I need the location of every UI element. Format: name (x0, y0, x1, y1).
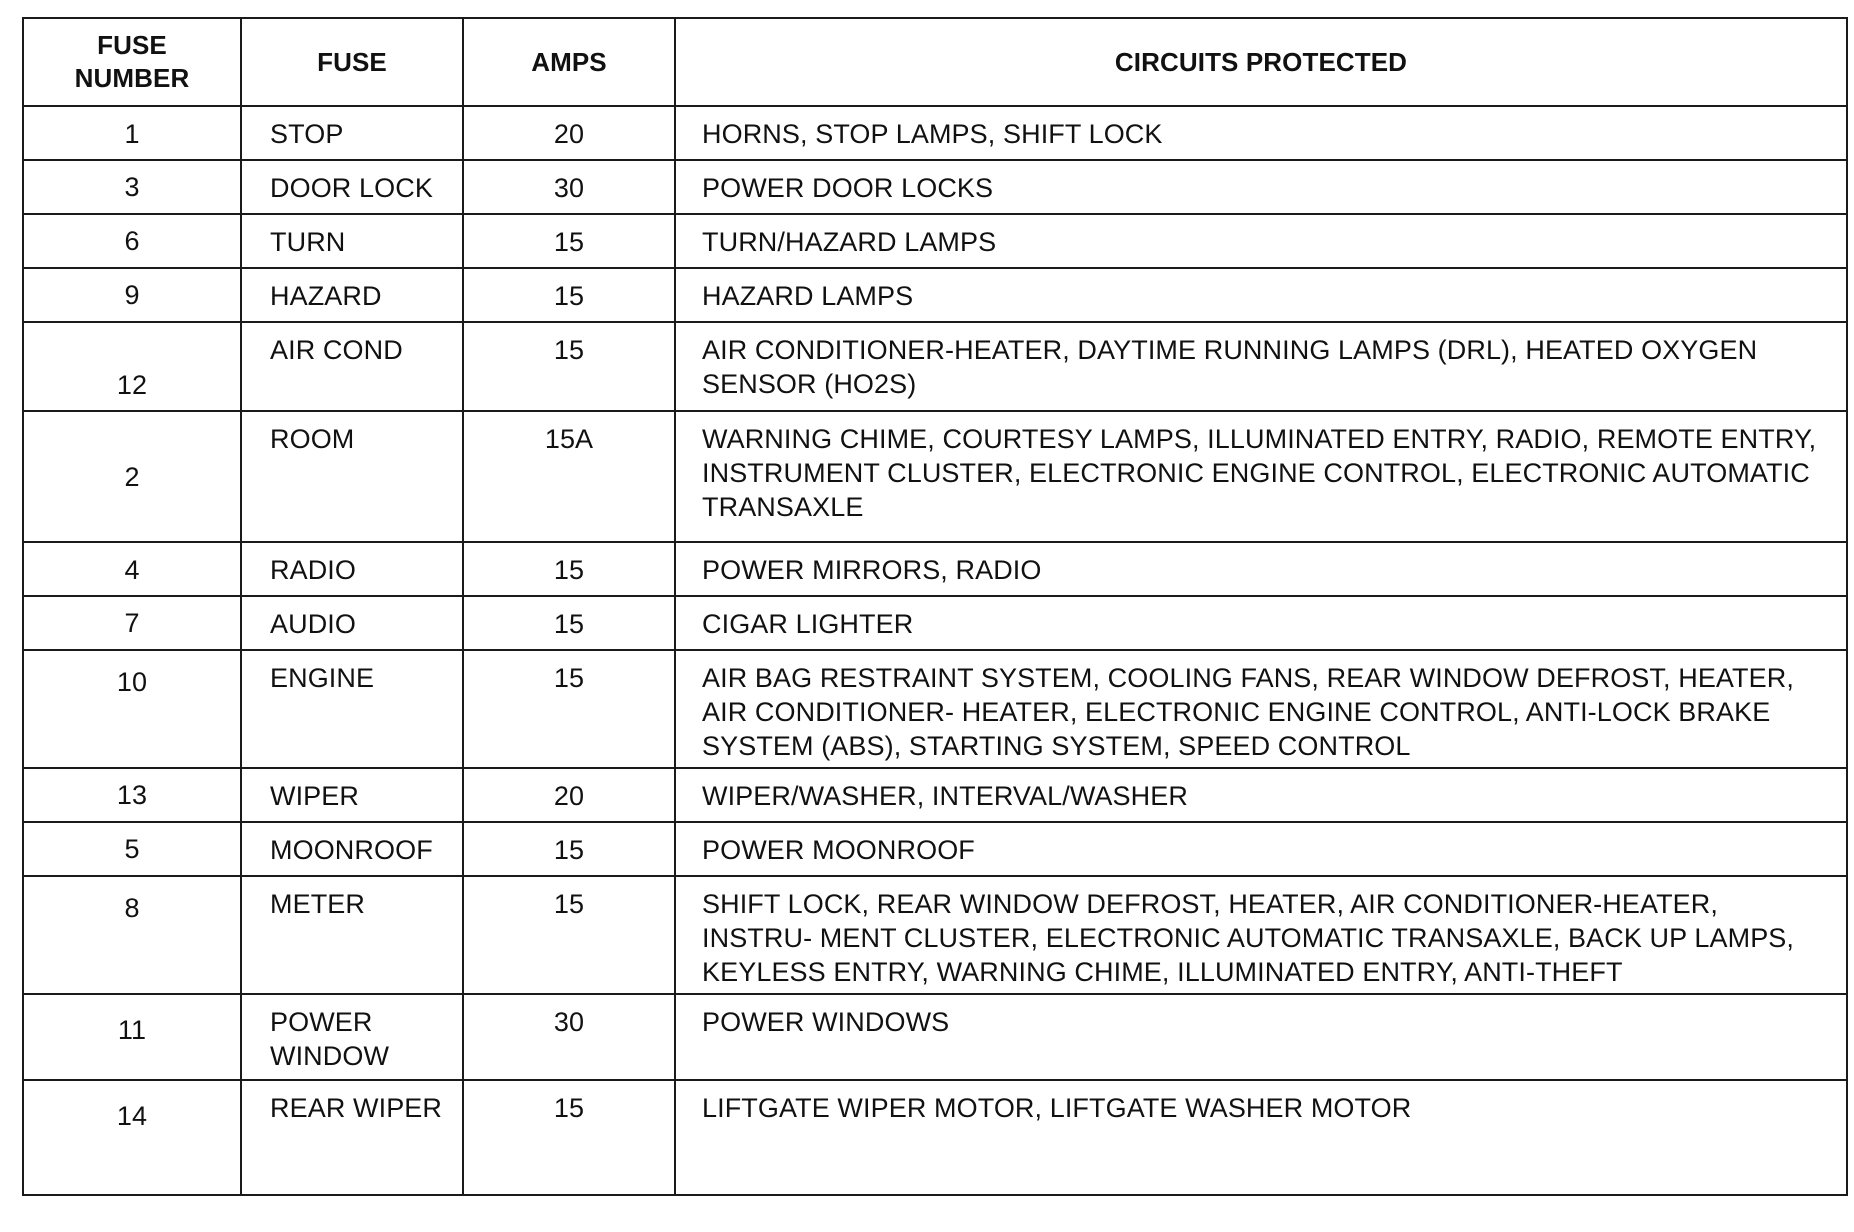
amps-cell: 15 (463, 596, 675, 650)
fuse-number-cell: 13 (23, 768, 241, 822)
table-row (23, 876, 1847, 994)
fuse-name-cell: RADIO (241, 542, 463, 596)
fuse-number-cell: 8 (23, 876, 241, 994)
circuits-cell: HORNS, STOP LAMPS, SHIFT LOCK (675, 106, 1847, 160)
circuits-cell: TURN/HAZARD LAMPS (675, 214, 1847, 268)
circuits-cell: POWER MOONROOF (675, 822, 1847, 876)
circuits-cell: AIR BAG RESTRAINT SYSTEM, COOLING FANS, REAR WINDOW DEFROST, HEATER, AIR CONDITIONER- HEATER, ELECTRONIC ENGINE CONTROL, ANTI-LOCK BRAKE SYSTEM (ABS), STARTING SYSTEM, SPEED CONTROL (675, 650, 1847, 768)
fuse-number-cell: 12 (23, 322, 241, 411)
circuits-cell: HAZARD LAMPS (675, 268, 1847, 322)
fuse-name-cell: MOONROOF (241, 822, 463, 876)
fuse-name-cell: METER (241, 876, 463, 994)
circuits-cell: WIPER/WASHER, INTERVAL/WASHER (675, 768, 1847, 822)
fuse-name-cell: STOP (241, 106, 463, 160)
amps-cell: 20 (463, 768, 675, 822)
fuse-table (22, 17, 1848, 1196)
amps-cell: 15 (463, 322, 675, 411)
circuits-cell: AIR CONDITIONER-HEATER, DAYTIME RUNNING LAMPS (DRL), HEATED OXYGEN SENSOR (HO2S) (675, 322, 1847, 411)
fuse-name-cell: AUDIO (241, 596, 463, 650)
amps-cell: 15 (463, 214, 675, 268)
fuse-name-cell: WIPER (241, 768, 463, 822)
header-fuse-number: FUSE NUMBER (23, 18, 241, 106)
table-row (23, 106, 1847, 160)
circuits-cell: POWER MIRRORS, RADIO (675, 542, 1847, 596)
fuse-name-cell: ROOM (241, 411, 463, 542)
fuse-name-cell: TURN (241, 214, 463, 268)
table-row (23, 542, 1847, 596)
table-row (23, 1080, 1847, 1195)
table-row (23, 768, 1847, 822)
fuse-name-cell: HAZARD (241, 268, 463, 322)
header-amps: AMPS (463, 18, 675, 106)
amps-cell: 15A (463, 411, 675, 542)
amps-cell: 15 (463, 1080, 675, 1195)
fuse-number-cell: 4 (23, 542, 241, 596)
fuse-number-cell: 10 (23, 650, 241, 768)
table-row (23, 822, 1847, 876)
fuse-number-cell: 11 (23, 994, 241, 1080)
amps-cell: 20 (463, 106, 675, 160)
fuse-number-cell: 14 (23, 1080, 241, 1195)
fuse-name-cell: AIR COND (241, 322, 463, 411)
table-row (23, 322, 1847, 411)
circuits-cell: SHIFT LOCK, REAR WINDOW DEFROST, HEATER, AIR CONDITIONER-HEATER, INSTRU- MENT CLUSTER, ELECTRONIC AUTOMATIC TRANSAXLE, BACK UP LAMPS, KEYLESS ENTRY, WARNING CHIME, ILLUMINATED ENTRY, ANTI-THEFT (675, 876, 1847, 994)
amps-cell: 15 (463, 876, 675, 994)
fuse-name-cell: POWER WINDOW (241, 994, 463, 1080)
fuse-number-cell: 6 (23, 214, 241, 268)
fuse-number-cell: 7 (23, 596, 241, 650)
amps-cell: 30 (463, 160, 675, 214)
fuse-number-cell: 3 (23, 160, 241, 214)
circuits-cell: WARNING CHIME, COURTESY LAMPS, ILLUMINATED ENTRY, RADIO, REMOTE ENTRY, INSTRUMENT CLUSTER, ELECTRONIC ENGINE CONTROL, ELECTRONIC AUTOMATIC TRANSAXLE (675, 411, 1847, 542)
table-row (23, 214, 1847, 268)
table-row (23, 411, 1847, 542)
fuse-name-cell: ENGINE (241, 650, 463, 768)
fuse-number-cell: 5 (23, 822, 241, 876)
table-row (23, 650, 1847, 768)
table-row (23, 160, 1847, 214)
amps-cell: 15 (463, 268, 675, 322)
table-row (23, 268, 1847, 322)
fuse-name-cell: DOOR LOCK (241, 160, 463, 214)
table-row (23, 994, 1847, 1080)
header-row (23, 18, 1847, 106)
circuits-cell: LIFTGATE WIPER MOTOR, LIFTGATE WASHER MOTOR (675, 1080, 1847, 1195)
circuits-cell: POWER DOOR LOCKS (675, 160, 1847, 214)
circuits-cell: POWER WINDOWS (675, 994, 1847, 1080)
fuse-name-cell: REAR WIPER (241, 1080, 463, 1195)
amps-cell: 30 (463, 994, 675, 1080)
fuse-number-cell: 9 (23, 268, 241, 322)
amps-cell: 15 (463, 650, 675, 768)
fuse-number-cell: 1 (23, 106, 241, 160)
fuse-number-cell: 2 (23, 411, 241, 542)
amps-cell: 15 (463, 542, 675, 596)
table-row (23, 596, 1847, 650)
amps-cell: 15 (463, 822, 675, 876)
header-fuse: FUSE (241, 18, 463, 106)
header-circuits-protected: CIRCUITS PROTECTED (675, 18, 1847, 106)
circuits-cell: CIGAR LIGHTER (675, 596, 1847, 650)
